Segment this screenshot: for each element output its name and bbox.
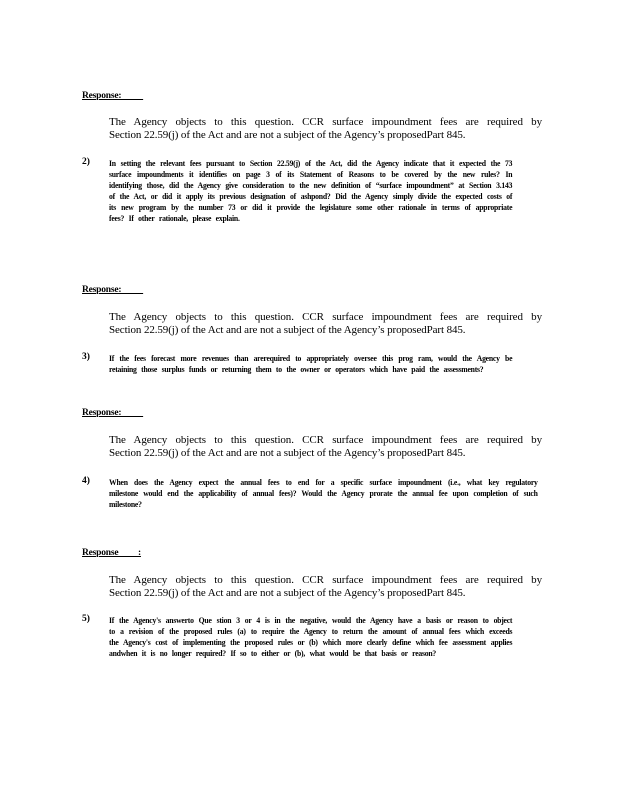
question-number: 5) (82, 614, 90, 624)
response-text-line: Section 22.59(j) of the Act and are not a subject of the Agency’s proposedPart 845. (109, 587, 466, 599)
question-text: If the fees forecast more revenues than arerequired to appropriately oversee this prog ram, would the Agency be retaining those surplus funds or returning them to the owner or operators which have paid the assessments? (109, 354, 513, 375)
response-text (109, 116, 542, 142)
question-number: 2) (82, 157, 90, 167)
response-text (109, 311, 542, 337)
response-text-line: The Agency objects to this question. CCR surface impoundment fees are required by (109, 574, 542, 586)
question-number: 3) (82, 352, 90, 362)
response-text-line: The Agency objects to this question. CCR surface impoundment fees are required by (109, 311, 542, 323)
response-text (109, 434, 542, 460)
response-text-line: The Agency objects to this question. CCR surface impoundment fees are required by (109, 434, 542, 446)
response-label: Response : (82, 548, 141, 558)
response-label: Response: (82, 285, 144, 295)
response-label: Response: (82, 91, 144, 101)
response-text-line: Section 22.59(j) of the Act and are not a subject of the Agency’s proposedPart 845. (109, 447, 466, 459)
response-text (109, 574, 542, 600)
response-label: Response: (82, 408, 144, 418)
question-text: If the Agency's answerto Que stion 3 or 4 is in the negative, would the Agency have a basis or reason to object to a revision of the proposed rules (a) to require the Agency to return the amount of annual fees which exceeds the Agency's cost of implementing the proposed rules or (b) which more clearly define which fee assessment applies andwhen it is no longer required? If so to either or (b), what would be that basis or reason? (109, 616, 513, 659)
response-text-line: Section 22.59(j) of the Act and are not a subject of the Agency’s proposedPart 845. (109, 324, 466, 336)
response-text-line: Section 22.59(j) of the Act and are not a subject of the Agency’s proposedPart 845. (109, 129, 466, 141)
question-text: When does the Agency expect the annual fees to end for a specific surface impoundment (i.e., what key regulatory milestone would end the applicability of annual fees)? Would the Agency prorate the annual fee upon completion of such milestone? (109, 478, 538, 510)
response-text-line: The Agency objects to this question. CCR surface impoundment fees are required by (109, 116, 542, 128)
question-text: In setting the relevant fees pursuant to Section 22.59(j) of the Act, did the Agency indicate that it expected the 73 surface impoundments it identifies on page 3 of its Statement of Reasons to be covered by the new rules? In identifying those, did the Agency give consideration to the new definition of “surface impoundment” at Section 3.143 of the Act, or did it apply its previous designation of ashpond? Did the Agency simply divide the expected costs of its new program by the number 73 or did it provide the legislature some other rationale in terms of appropriate fees? If other rationale, please explain. (109, 159, 513, 224)
question-number: 4) (82, 476, 90, 486)
